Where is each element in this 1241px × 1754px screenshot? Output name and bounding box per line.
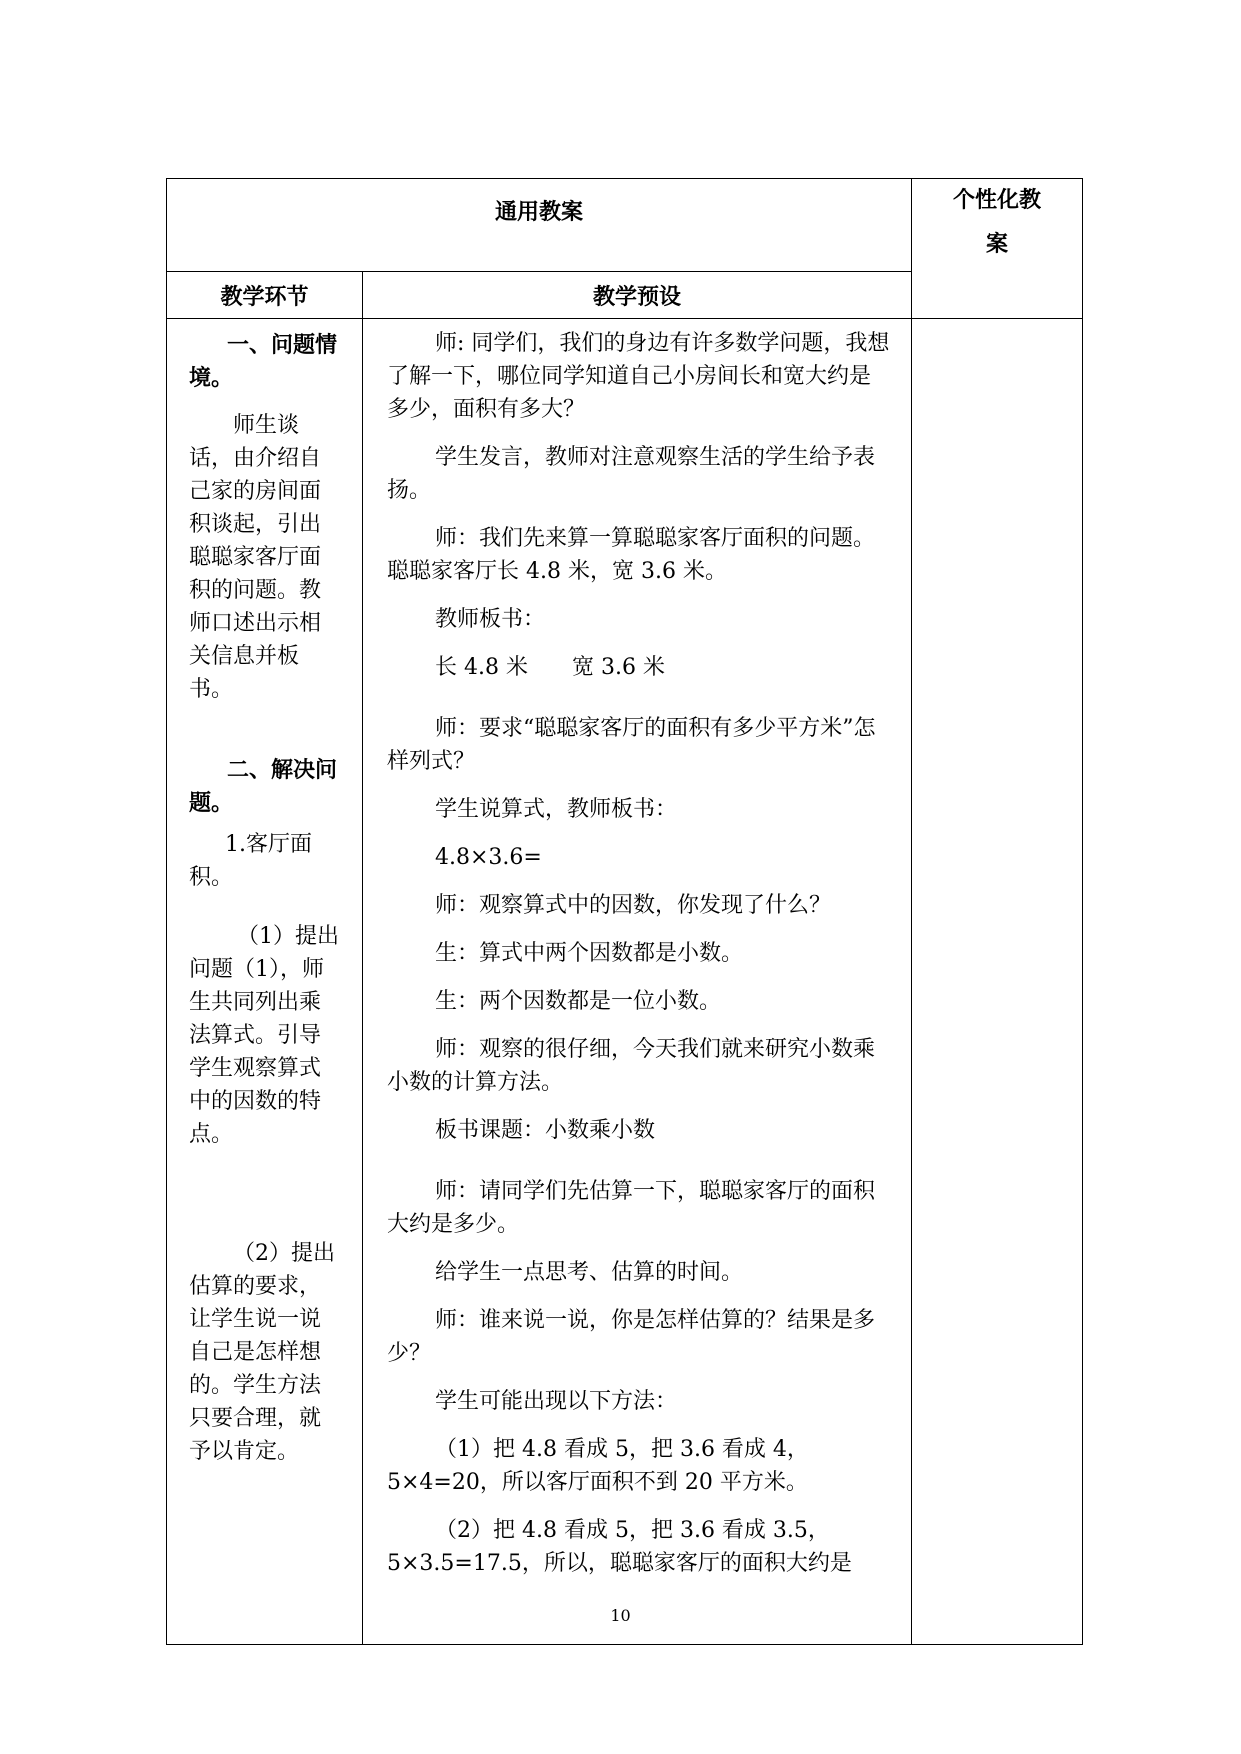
preset-paragraph: 师: 同学们，我们的身边有许多数学问题，我想了解一下，哪位同学知道自己小房间长和宽大约是多少，面积有多大？ xyxy=(387,331,890,422)
preset-paragraph: 学生可能出现以下方法： xyxy=(435,1389,678,1414)
section-1-title: 一、问题情境。 xyxy=(189,333,338,391)
item-1-1-text: （1）提出问题（1），师生共同列出乘法算式。引导学生观察算式中的因数的特点。 xyxy=(189,924,339,1147)
stage-column-header: 教学环节 xyxy=(167,272,363,319)
preset-column-header: 教学预设 xyxy=(363,272,912,319)
method-2: （2）把 4.8 看成 5，把 3.6 看成 3.5，5×3.5=17.5，所以，聪聪家客厅的面积大约是 xyxy=(387,1518,852,1576)
teaching-stage-cell xyxy=(167,319,363,1645)
preset-paragraph: 学生发言，教师对注意观察生活的学生给予表扬。 xyxy=(387,445,876,503)
personal-plan-header: 个性化教 案 xyxy=(912,179,1083,319)
page-number: 10 xyxy=(610,1606,631,1625)
method-1: （1）把 4.8 看成 5，把 3.6 看成 4，5×4=20，所以客厅面积不到 20 平方米。 xyxy=(387,1437,809,1495)
preset-paragraph: 师：我们先来算一算聪聪家客厅面积的问题。聪聪家客厅长 4.8 米，宽 3.6 米。 xyxy=(387,526,876,584)
item-1-2-text: （2）提出估算的要求，让学生说一说自己是怎样想的。学生方法只要合理，就予以肯定。 xyxy=(189,1241,335,1464)
preset-paragraph: 师：观察的很仔细，今天我们就来研究小数乘小数的计算方法。 xyxy=(387,1037,876,1095)
section-2-title: 二、解决问题。 xyxy=(189,758,338,816)
teaching-preset-cell xyxy=(363,319,912,1645)
preset-paragraph: 生：算式中两个因数都是小数。 xyxy=(435,941,744,966)
formula: 4.8×3.6= xyxy=(435,845,542,870)
preset-paragraph: 生：两个因数都是一位小数。 xyxy=(435,989,722,1014)
content-row xyxy=(167,319,1083,1645)
personal-plan-cell xyxy=(912,319,1083,1645)
lesson-plan-table xyxy=(166,178,1083,1645)
preset-paragraph: 师：谁来说一说，你是怎样估算的？结果是多少？ xyxy=(387,1308,876,1366)
header-row xyxy=(167,179,1083,272)
lesson-title-note: 板书课题：小数乘小数 xyxy=(435,1118,656,1143)
general-plan-header: 通用教案 xyxy=(167,179,912,272)
preset-paragraph: 教师板书： xyxy=(435,607,546,632)
preset-paragraph: 师：要求“聪聪家客厅的面积有多少平方米”怎样列式？ xyxy=(387,716,876,774)
section-1-body: 师生谈话，由介绍自己家的房间面积谈起，引出聪聪家客厅面积的问题。教师口述出示相关信息并板书。 xyxy=(189,413,322,702)
preset-paragraph: 师：请同学们先估算一下，聪聪家客厅的面积大约是多少。 xyxy=(387,1179,876,1237)
preset-paragraph: 师：观察算式中的因数，你发现了什么？ xyxy=(435,893,832,918)
board-note: 长 4.8 米 宽 3.6 米 xyxy=(435,655,665,680)
item-1-title: 1.客厅面积。 xyxy=(189,832,312,890)
preset-paragraph: 给学生一点思考、估算的时间。 xyxy=(435,1260,744,1285)
preset-paragraph: 学生说算式，教师板书： xyxy=(435,797,678,822)
